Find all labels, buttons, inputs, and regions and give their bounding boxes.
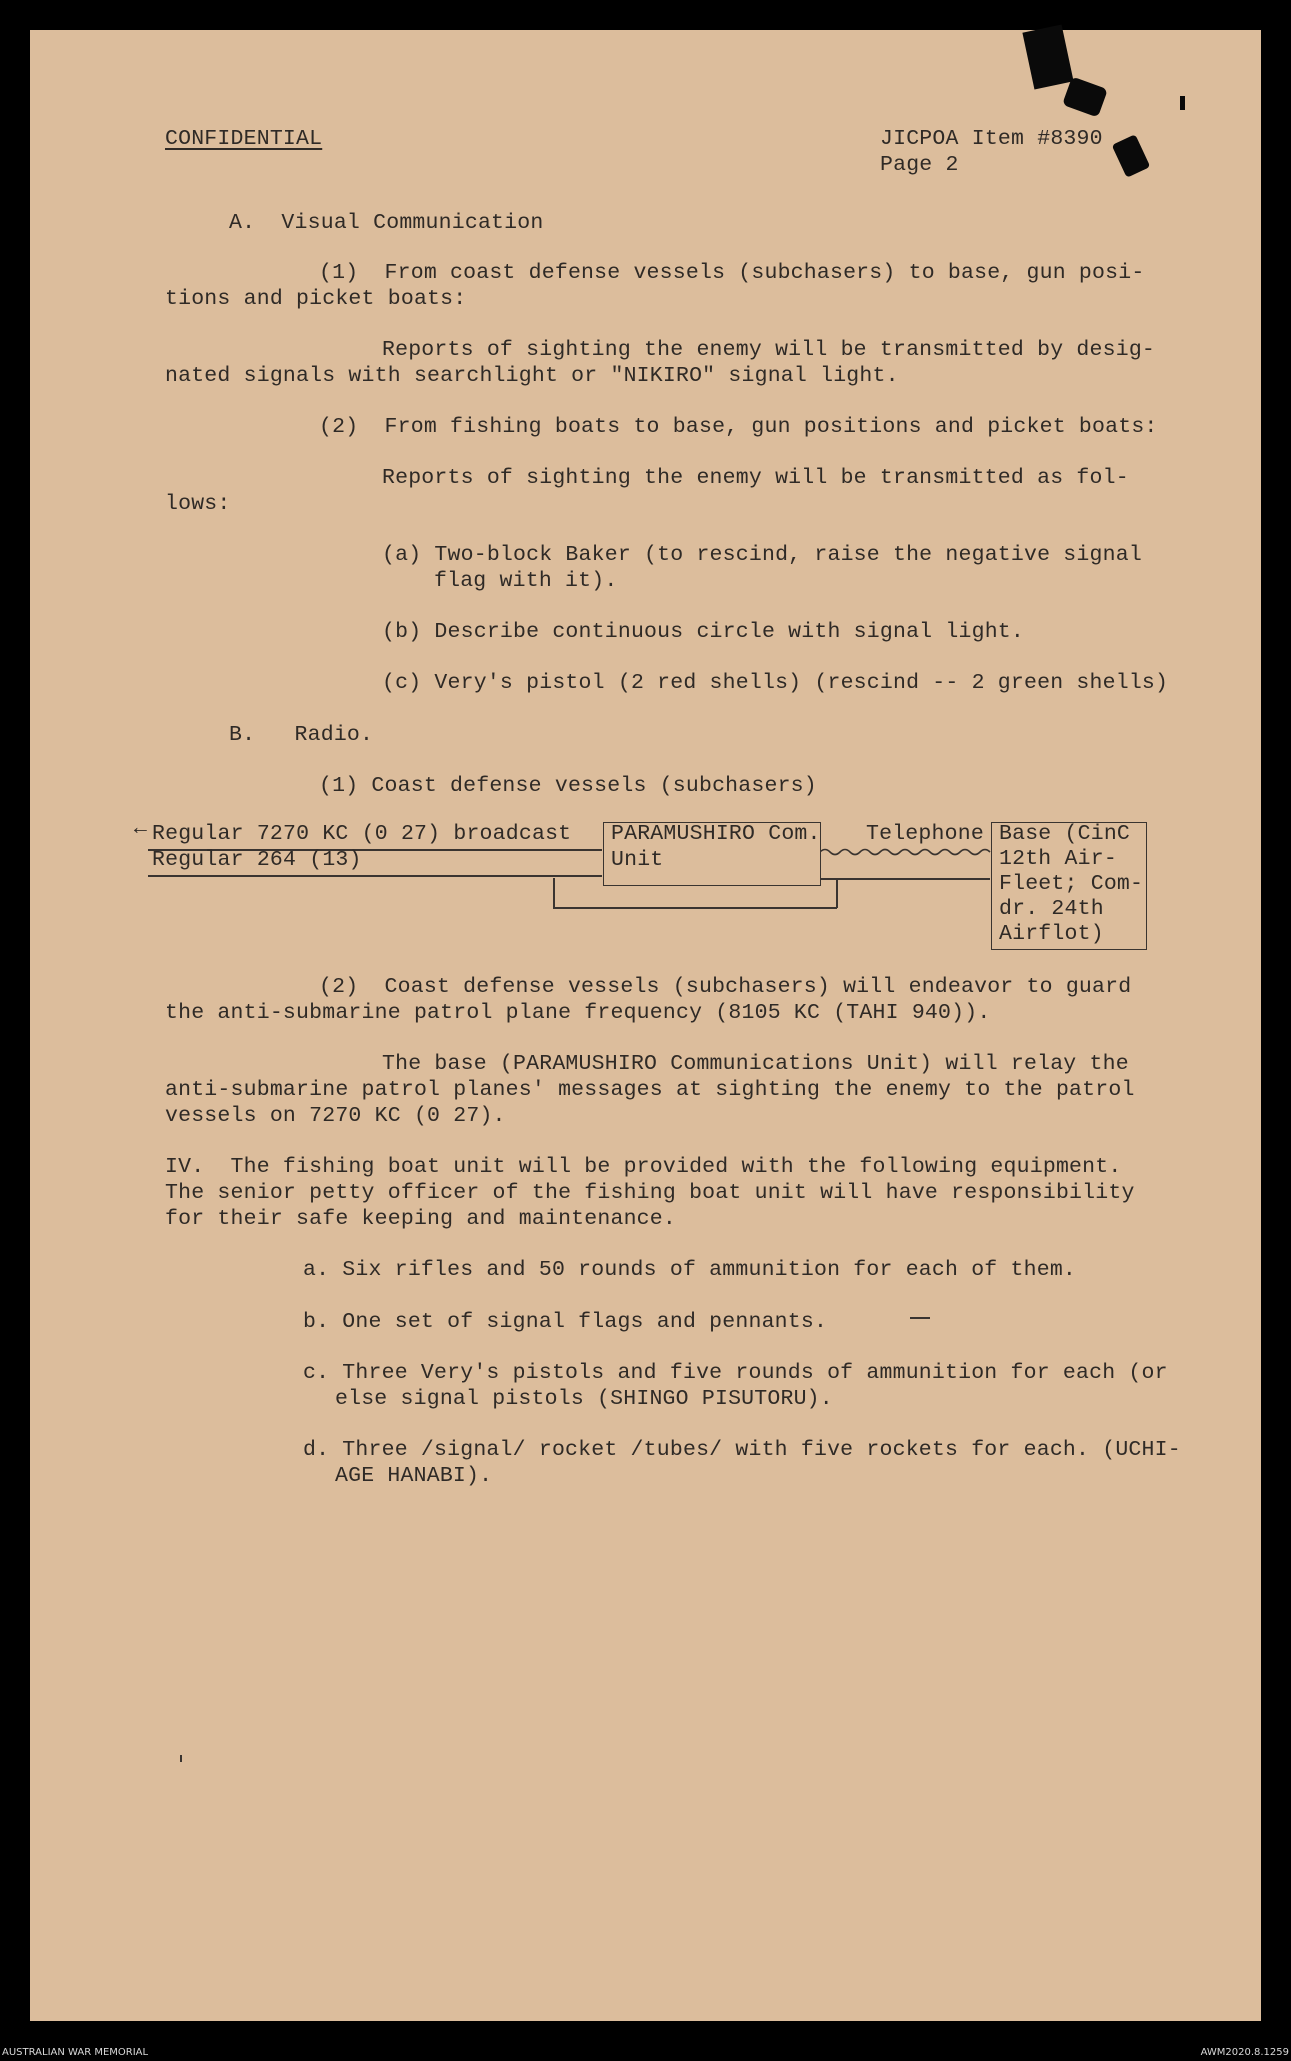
paper-damage: [1112, 134, 1151, 178]
paragraph-line: anti-submarine patrol planes' messages at sighting the enemy to the patrol: [165, 1078, 1135, 1102]
document-page: [30, 30, 1261, 2021]
diagram-box-label: 12th Air-: [999, 847, 1117, 871]
paragraph-line: Reports of sighting the enemy will be transmitted as fol-: [382, 466, 1129, 490]
paragraph-line: The base (PARAMUSHIRO Communications Unit) will relay the: [382, 1052, 1129, 1076]
footer-accession: AWM2020.8.1259: [1200, 2047, 1289, 2058]
paragraph-line: nated signals with searchlight or "NIKIRO" signal light.: [165, 364, 899, 388]
diagram-box-label: Unit: [611, 848, 664, 872]
paragraph-line: vessels on 7270 KC (0 27).: [165, 1104, 506, 1128]
diagram-box-label: PARAMUSHIRO Com.: [611, 822, 821, 846]
paragraph-line: Reports of sighting the enemy will be transmitted by desig-: [382, 338, 1156, 362]
diagram-arrow: ←: [134, 817, 148, 841]
list-item: a. Six rifles and 50 rounds of ammunition for each of them.: [303, 1258, 1077, 1282]
diagram-label: Telephone: [866, 822, 984, 846]
paragraph-line: tions and picket boats:: [165, 287, 467, 311]
diagram-line: [553, 878, 555, 908]
paragraph-line: (2) From fishing boats to base, gun positions and picket boats:: [319, 415, 1158, 439]
list-item: (b) Describe continuous circle with signal light.: [382, 620, 1025, 644]
paragraph-line: the anti-submarine patrol plane frequency (8105 KC (TAHI 940)).: [165, 1001, 991, 1025]
list-item: (c) Very's pistol (2 red shells) (rescind -- 2 green shells): [382, 671, 1169, 695]
paragraph-line: (1) Coast defense vessels (subchasers): [319, 774, 817, 798]
diagram-line: [553, 907, 837, 909]
section-heading: B. Radio.: [229, 723, 374, 747]
paragraph-line: The senior petty officer of the fishing boat unit will have responsibility: [165, 1181, 1135, 1205]
stray-mark: [910, 1317, 930, 1319]
footer-credit: AUSTRALIAN WAR MEMORIAL: [2, 2047, 149, 2058]
telephone-link-icon: [820, 846, 992, 858]
list-item: flag with it).: [434, 569, 618, 593]
section-heading: A. Visual Communication: [229, 211, 544, 235]
list-item: AGE HANABI).: [335, 1464, 493, 1488]
diagram-box-label: Airflot): [999, 922, 1104, 946]
list-item: c. Three Very's pistols and five rounds of ammunition for each (or: [303, 1361, 1168, 1385]
list-item: else signal pistols (SHINGO PISUTORU).: [335, 1387, 833, 1411]
paragraph-line: (2) Coast defense vessels (subchasers) will endeavor to guard: [319, 975, 1132, 999]
diagram-box-label: Base (CinC: [999, 822, 1131, 846]
diagram-box-label: dr. 24th: [999, 897, 1104, 921]
stray-mark: [180, 1755, 182, 1762]
list-item: (a) Two-block Baker (to rescind, raise the negative signal: [382, 543, 1142, 567]
paragraph-line: (1) From coast defense vessels (subchasers) to base, gun posi-: [319, 261, 1145, 285]
classification-marking: CONFIDENTIAL: [165, 127, 323, 151]
paragraph-line: for their safe keeping and maintenance.: [165, 1207, 676, 1231]
diagram-line: [820, 878, 990, 880]
paragraph-line: lows:: [165, 492, 231, 516]
list-item: b. One set of signal flags and pennants.: [303, 1310, 828, 1334]
paper-damage: [1022, 24, 1073, 89]
diagram-box-label: Fleet; Com-: [999, 872, 1144, 896]
diagram-line: [148, 875, 602, 877]
diagram-label: Regular 264 (13): [152, 848, 362, 872]
diagram-label: Regular 7270 KC (0 27) broadcast: [152, 822, 572, 846]
diagram-line: [836, 878, 838, 908]
list-item: d. Three /signal/ rocket /tubes/ with five rockets for each. (UCHI-: [303, 1438, 1181, 1462]
page-number: Page 2: [880, 153, 959, 177]
paper-damage: [1062, 76, 1108, 117]
paper-damage: [1180, 96, 1185, 110]
item-number: JICPOA Item #8390: [880, 127, 1103, 151]
paragraph-line: IV. The fishing boat unit will be provided with the following equipment.: [165, 1155, 1122, 1179]
